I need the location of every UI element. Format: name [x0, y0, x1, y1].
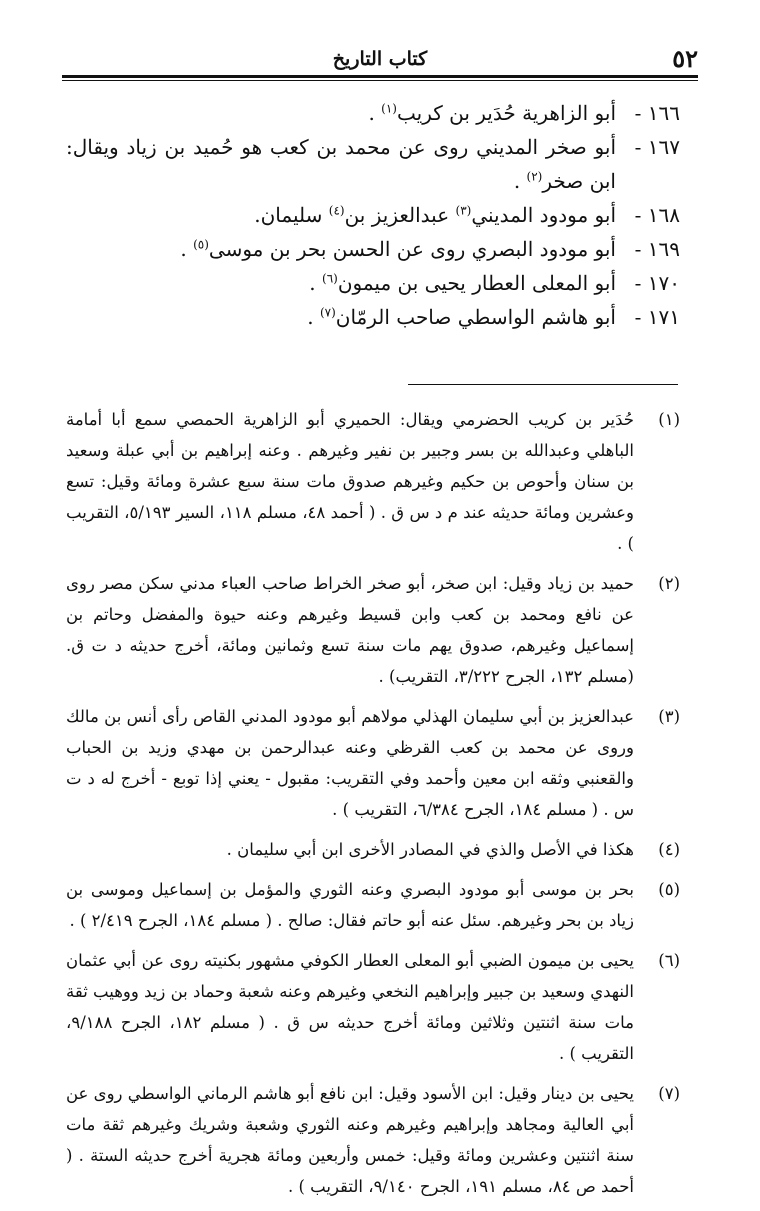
entry-text: أبو الزاهرية حُدَير بن كريب	[396, 101, 616, 125]
footnote-number: (١)	[658, 410, 680, 429]
footnote-number: (٢)	[658, 574, 680, 593]
footnote-ref[interactable]: (٥)	[193, 237, 209, 252]
footnote-1	[66, 404, 680, 559]
entry-167	[66, 130, 680, 198]
footnote-text: هكذا في الأصل والذي في المصادر الأخرى ابن أبي سليمان .	[226, 840, 634, 859]
entry-tail: عبدالعزيز بن	[344, 203, 456, 227]
entry-tail: سليمان.	[254, 203, 329, 227]
entry-number: ١٦٩ -	[634, 237, 680, 261]
footnote-separator	[408, 384, 678, 385]
page-header	[62, 40, 698, 74]
entry-171	[66, 300, 680, 334]
footnote-text: حُدَير بن كريب الحضرمي ويقال: الحميري أبو الزاهرية الحمصي سمع أبا أمامة الباهلي وعبدالله بن بسر وجبير بن نفير وغيرهم . وعنه إبراهيم بن أبي عبلة وسعيد بن سنان وأحوص بن حكيم وغيرهم صدوق مات سنة سبع عشرة ومائة وقيل: تسع وعشرين ومائة حديثه عند م د س ق . ( أحمد ٤٨، مسلم ١١٨، السير ٥/١٩٣، التقريب ) .	[66, 410, 634, 553]
footnote-6	[66, 945, 680, 1069]
footnote-ref[interactable]: (٢)	[526, 169, 543, 184]
entry-number: ١٦٧ -	[634, 135, 680, 159]
footnote-text: حميد بن زياد وقيل: ابن صخر، أبو صخر الخراط صاحب العباء مدني سكن مصر روى عن نافع ومحمد بن كعب وابن قسيط وغيرهم وعنه حيوة والمفضل وحاتم بن إسماعيل وغيرهم، صدوق يهم مات سنة تسع وثمانين ومائة، أخرج حديثه د ت ق. (مسلم ١٣٢، الجرح ٣/٢٢٢، التقريب) .	[66, 574, 634, 686]
entry-number: ١٦٦ -	[634, 101, 680, 125]
entry-text: أبو مودود البصري روى عن الحسن بحر بن موسى	[208, 237, 616, 261]
entry-tail: .	[309, 271, 323, 295]
entry-169	[66, 232, 680, 266]
entry-text: أبو مودود المديني	[471, 203, 616, 227]
entry-tail: .	[180, 237, 194, 261]
footnote-ref[interactable]: (٦)	[322, 271, 338, 286]
footnote-number: (٦)	[658, 951, 680, 970]
header-rule-thick	[62, 75, 698, 78]
entry-tail: .	[307, 305, 320, 329]
footnote-4	[66, 834, 680, 865]
footnote-number: (٧)	[658, 1084, 680, 1103]
footnote-2	[66, 568, 680, 692]
entry-text: أبو صخر المديني روى عن محمد بن كعب هو حُميد بن زياد ويقال: ابن صخر	[66, 135, 616, 193]
footnote-text: بحر بن موسى أبو مودود البصري وعنه الثوري والمؤمل بن إسماعيل وموسى بن زياد بن بحر وغيرهم. سئل عنه أبو حاتم فقال: صالح . ( مسلم ١٨٤، الجرح ٢/٤١٩ ) .	[66, 880, 634, 930]
footnote-number: (٥)	[658, 880, 680, 899]
footnote-text: يحيى بن دينار وقيل: ابن الأسود وقيل: ابن نافع أبو هاشم الرماني الواسطي روى عن أبي العالية ومجاهد وإبراهيم وغيرهم وعنه الثوري وشعبة وشريك وغيرهم ثقة مات سنة اثنتين وعشرين ومائة وقيل: خمس وأربعين ومائة هجرية أخرج حديثه الستة . ( أحمد ص ٨٤، مسلم ١٩١، الجرح ٩/١٤٠، التقريب ) .	[66, 1084, 634, 1196]
entry-text: أبو هاشم الواسطي صاحب الرمّان	[335, 305, 616, 329]
footnote-ref[interactable]: (٧)	[319, 305, 336, 320]
entry-tail: .	[368, 101, 382, 125]
footnote-ref[interactable]: (٣)	[455, 203, 472, 218]
footnote-text: يحيى بن ميمون الضبي أبو المعلى العطار الكوفي مشهور بكنيته روى عن أبي عثمان النهدي وسعيد بن جبير وإبراهيم النخعي وغيرهم وعنه شعبة وحماد بن زيد ووهيب ثقة مات سنة اثنتين وثلاثين ومائة أخرج حديثه س ق . ( مسلم ١٨٢، الجرح ٩/١٨٨، التقريب ) .	[66, 951, 634, 1063]
entries-list	[66, 96, 680, 334]
entry-166	[66, 96, 680, 130]
entry-number: ١٧٠ -	[634, 271, 680, 295]
entry-168	[66, 198, 680, 232]
footnote-5	[66, 874, 680, 936]
footnote-number: (٤)	[658, 840, 680, 859]
footnote-text: عبدالعزيز بن أبي سليمان الهذلي مولاهم أبو مودود المدني القاص رأى أنس بن مالك وروى عن محمد بن كعب القرظي وعنه عبدالرحمن بن مهدي وزيد بن الحباب والقعنبي وثقه ابن معين وأحمد وفي التقريب: مقبول - يعني إذا توبع - أخرج له د ت س . ( مسلم ١٨٤، الجرح ٦/٣٨٤، التقريب ) .	[66, 707, 634, 819]
footnote-ref[interactable]: (١)	[381, 101, 397, 116]
entry-tail: .	[513, 169, 527, 193]
entry-text: أبو المعلى العطار يحيى بن ميمون	[337, 271, 616, 295]
header-rule-thin	[62, 80, 698, 81]
footnotes-section	[66, 404, 680, 1211]
footnote-3	[66, 701, 680, 825]
running-title: كتاب التاريخ	[332, 48, 428, 70]
page-number: ٥٢	[672, 44, 698, 73]
entry-number: ١٦٨ -	[634, 203, 680, 227]
footnote-number: (٣)	[658, 707, 680, 726]
entry-170	[66, 266, 680, 300]
footnote-7	[66, 1078, 680, 1202]
footnote-ref[interactable]: (٤)	[328, 203, 345, 218]
entry-number: ١٧١ -	[634, 305, 680, 329]
